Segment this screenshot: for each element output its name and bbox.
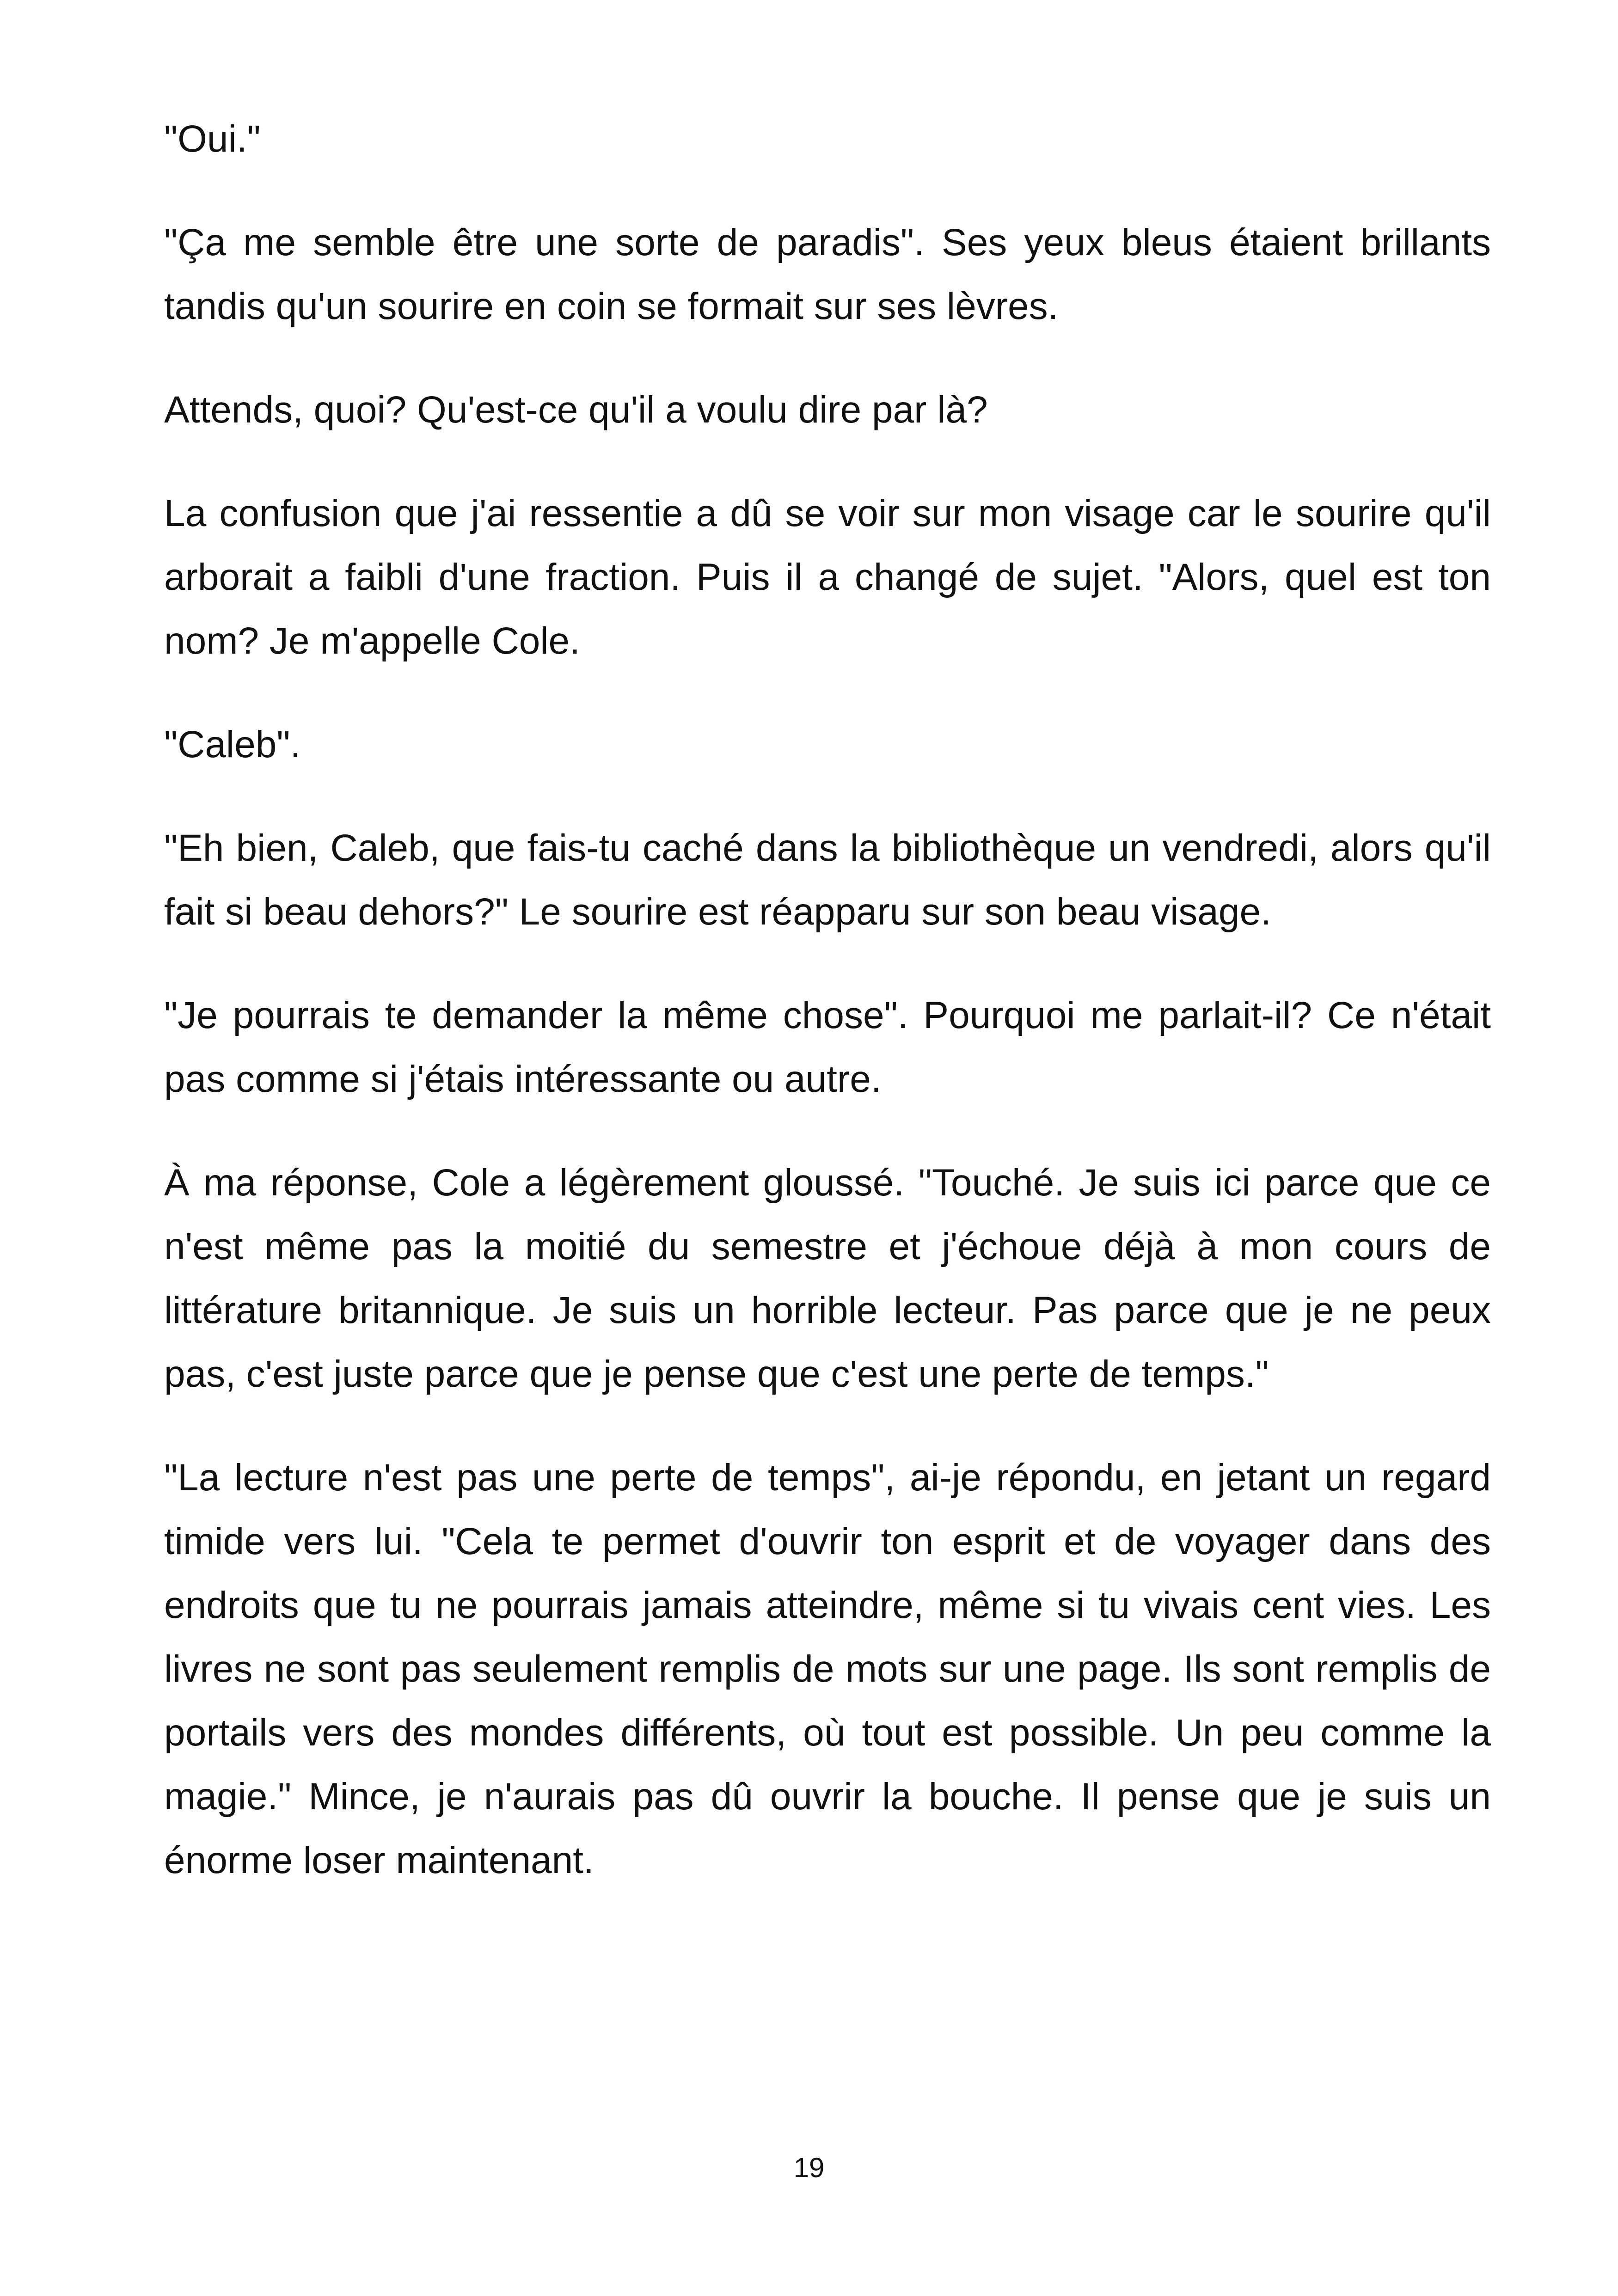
paragraph: À ma réponse, Cole a légèrement gloussé. "Touché. Je suis ici parce que ce n'est même pas la moitié du semestre et j'échoue déjà à mon cours de littérature britannique. Je suis un horrible lecteur. Pas parce que je ne peux pas, c'est juste parce que je pense que c'est une perte de temps." — [164, 1162, 1491, 1395]
paragraph: "Caleb". — [164, 723, 301, 765]
body-text — [164, 107, 1491, 1932]
page-number: 19 — [793, 2152, 825, 2183]
paragraph: "Oui." — [164, 118, 261, 160]
paragraph: Attends, quoi? Qu'est-ce qu'il a voulu dire par là? — [164, 389, 988, 431]
paragraph: "Ça me semble être une sorte de paradis". Ses yeux bleus étaient brillants tandis qu'un sourire en coin se formait sur ses lèvres. — [164, 221, 1491, 327]
paragraph: "La lecture n'est pas une perte de temps", ai-je répondu, en jetant un regard timide vers lui. "Cela te permet d'ouvrir ton esprit et de voyager dans des endroits que tu ne pourrais jamais atteindre, même si tu vivais cent vies. Les livres ne sont pas seulement remplis de mots sur une page. Ils sont remplis de portails vers des mondes différents, où tout est possible. Un peu comme la magie." Mince, je n'aurais pas dû ouvrir la bouche. Il pense que je suis un énorme loser maintenant. — [164, 1457, 1491, 1881]
paragraph: La confusion que j'ai ressentie a dû se voir sur mon visage car le sourire qu'il arborait a faibli d'une fraction. Puis il a changé de sujet. "Alors, quel est ton nom? Je m'appelle Cole. — [164, 492, 1491, 662]
paragraph: "Je pourrais te demander la même chose". Pourquoi me parlait-il? Ce n'était pas comme si j'étais intéressante ou autre. — [164, 994, 1491, 1100]
paragraph: "Eh bien, Caleb, que fais-tu caché dans la bibliothèque un vendredi, alors qu'il fait si beau dehors?" Le sourire est réapparu sur son beau visage. — [164, 827, 1491, 933]
